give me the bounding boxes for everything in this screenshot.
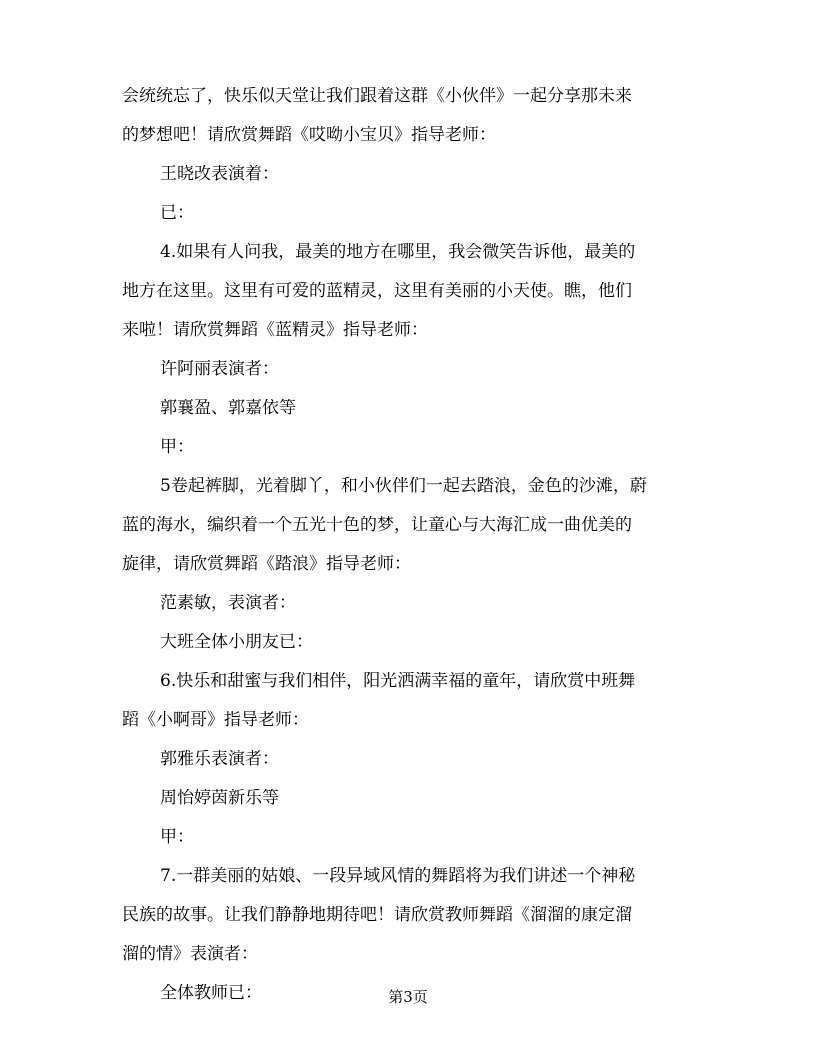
text-line: 郭襄盈、郭嘉依等	[160, 399, 296, 417]
text-line: 周怡婷茵新乐等	[160, 789, 279, 807]
text-line: 许阿丽表演者：	[160, 360, 279, 378]
text-line: 6.快乐和甜蜜与我们相伴，阳光洒满幸福的童年，请欣赏中班舞	[160, 672, 636, 690]
text-line: 的梦想吧！请欣赏舞蹈《哎呦小宝贝》指导老师：	[122, 126, 496, 144]
text-line: 地方在这里。这里有可爱的蓝精灵，这里有美丽的小天使。瞧，他们	[122, 282, 632, 300]
text-line: 蹈《小啊哥》指导老师：	[122, 711, 309, 729]
text-line: 甲：	[160, 438, 194, 456]
text-line: 民族的故事。让我们静静地期待吧！请欣赏教师舞蹈《溜溜的康定溜	[122, 906, 632, 924]
text-line: 7.一群美丽的姑娘、一段异域风情的舞蹈将为我们讲述一个神秘	[160, 867, 636, 885]
text-line: 会统统忘了，快乐似天堂让我们跟着这群《小伙伴》一起分享那未来	[122, 87, 632, 105]
text-line: 溜的情》表演者：	[122, 945, 258, 963]
text-line: 4.如果有人问我，最美的地方在哪里，我会微笑告诉他，最美的	[160, 243, 636, 261]
text-line: 旋律，请欣赏舞蹈《踏浪》指导老师：	[122, 555, 411, 573]
text-line: 范素敏，表演者：	[160, 594, 296, 612]
page-number: 第3页	[388, 988, 428, 1006]
text-line: 5卷起裤脚，光着脚丫，和小伙伴们一起去踏浪，金色的沙滩，蔚	[160, 477, 647, 495]
body-text	[122, 87, 696, 1023]
text-line: 郭雅乐表演者：	[160, 750, 279, 768]
text-line: 甲：	[160, 828, 194, 846]
text-line: 已：	[160, 204, 194, 222]
text-line: 大班全体小朋友已：	[160, 633, 313, 651]
text-line: 全体教师已：	[160, 984, 262, 1002]
text-line: 王晓改表演着：	[160, 165, 279, 183]
text-line: 蓝的海水，编织着一个五光十色的梦，让童心与大海汇成一曲优美的	[122, 516, 632, 534]
text-line: 来啦！请欣赏舞蹈《蓝精灵》指导老师：	[122, 321, 428, 339]
